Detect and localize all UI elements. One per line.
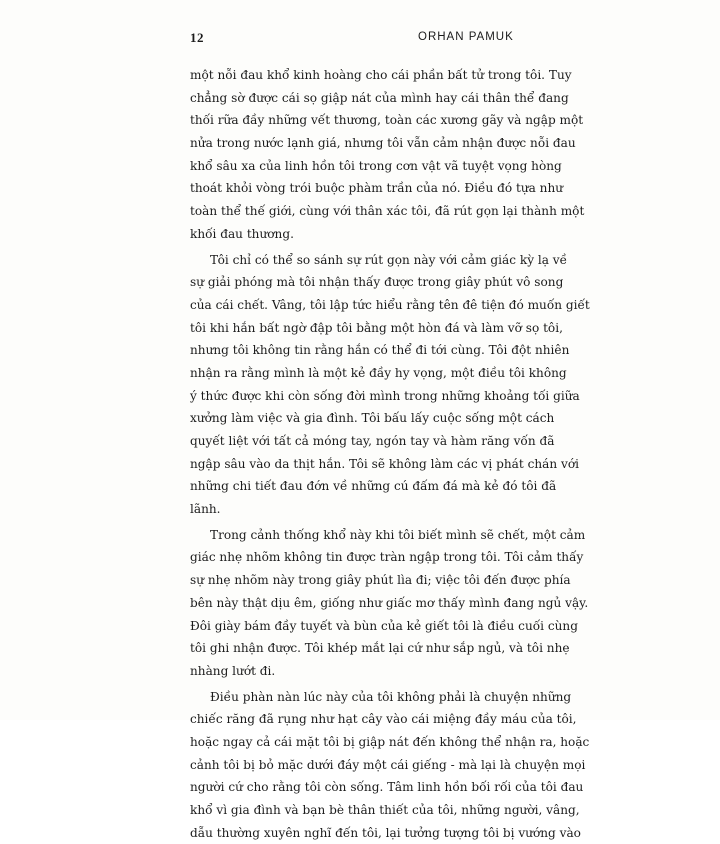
text-line: khổ vì gia đình và bạn bè thân thiết của tôi, những người, vâng, <box>190 803 580 817</box>
text-line: bên này thật dịu êm, giống như giấc mơ thấy mình đang ngủ vậy. <box>190 595 589 610</box>
text-line: tôi ghi nhận được. Tôi khép mắt lại cứ như sắp ngủ, và tôi nhẹ <box>190 641 570 656</box>
text-line: nhàng lướt đi. <box>190 663 276 678</box>
text-line: tôi khi hắn bất ngờ đập tôi bằng một hòn đá và làm vỡ sọ tôi, <box>190 320 563 335</box>
text-line: một nỗi đau khổ kinh hoàng cho cái phần bất tử trong tôi. Tuy <box>190 68 572 82</box>
text-line: giác nhẹ nhõm không tin được tràn ngập trong tôi. Tôi cảm thấy <box>190 550 584 565</box>
text-line: những chi tiết đau đớn về những cú đấm đá mà kẻ đó tôi đã <box>190 479 557 494</box>
text-line: Tôi chỉ có thể so sánh sự rút gọn này với cảm giác kỳ lạ về <box>210 252 568 267</box>
running-head-author: ORHAN PAMUK <box>418 31 514 43</box>
text-line: Điều phàn nàn lúc này của tôi không phải là chuyện những <box>210 689 572 704</box>
text-line: thoát khỏi vòng trói buộc phàm trần của nó. Điều đó tựa như <box>190 181 564 196</box>
text-line: nửa trong nước lạnh giá, nhưng tôi vẫn cảm nhận được nỗi đau <box>190 136 576 151</box>
paragraph <box>190 686 590 844</box>
text-line: ngập sâu vào da thịt hắn. Tôi sẽ không làm các vị phát chán với <box>190 456 579 471</box>
text-line: Đôi giày bám đầy tuyết và bùn của kẻ giết tôi là điều cuối cùng <box>190 618 578 633</box>
paragraph <box>190 524 589 683</box>
text-line: nhận ra rằng mình là một kẻ đầy hy vọng, một điều tôi không <box>190 365 567 380</box>
text-line: chiếc răng đã rụng như hạt cây vào cái miệng đầy máu của tôi, <box>190 712 577 727</box>
text-line: hoặc ngay cả cái mặt tôi bị giập nát đến không thể nhận ra, hoặc <box>190 734 590 749</box>
text-line: sự nhẹ nhõm này trong giây phút lìa đi; việc tôi đến được phía <box>190 573 571 588</box>
text-line: toàn thể thế giới, cùng với thân xác tôi, đã rút gọn lại thành một <box>190 204 585 219</box>
text-line: cảnh tôi bị bỏ mặc dưới đáy một cái giếng - mà lại là chuyện mọi <box>190 757 586 772</box>
text-line: lãnh. <box>190 502 221 517</box>
paragraph <box>190 64 585 246</box>
text-line: dẫu thường xuyên nghĩ đến tôi, lại tưởng tượng tôi bị vướng vào <box>190 825 581 840</box>
text-line: của cái chết. Vâng, tôi lập tức hiểu rằng tên đê tiện đó muốn giết <box>190 297 590 312</box>
text-line: nhưng tôi không tin rằng hắn có thể đi tới cùng. Tôi đột nhiên <box>190 343 570 358</box>
page-number: 12 <box>190 30 204 45</box>
text-line: ý thức được khi còn sống đời mình trong những khoảng tối giữa <box>190 388 580 403</box>
text-line: sự giải phóng mà tôi nhận thấy được trong giây phút vô song <box>190 275 564 290</box>
text-line: xưởng làm việc và gia đình. Tôi bấu lấy cuộc sống một cách <box>190 411 555 426</box>
text-line: chẳng sờ được cái sọ giập nát của mình hay cái thân thể đang <box>190 90 569 105</box>
text-line: quyết liệt với tất cả móng tay, ngón tay và hàm răng vốn đã <box>190 434 555 448</box>
body-text <box>190 64 590 844</box>
text-line: người cứ cho rằng tôi còn sống. Tâm linh hồn bối rối của tôi đau <box>190 780 584 795</box>
text-line: khổ sâu xa của linh hồn tôi trong cơn vật vã tuyệt vọng hòng <box>190 158 562 173</box>
paragraph <box>190 249 590 521</box>
text-line: khối đau thương. <box>190 226 294 241</box>
text-line: Trong cảnh thống khổ này khi tôi biết mình sẽ chết, một cảm <box>210 527 586 542</box>
text-line: thối rữa đầy những vết thương, toàn các xương gãy và ngập một <box>190 113 584 128</box>
